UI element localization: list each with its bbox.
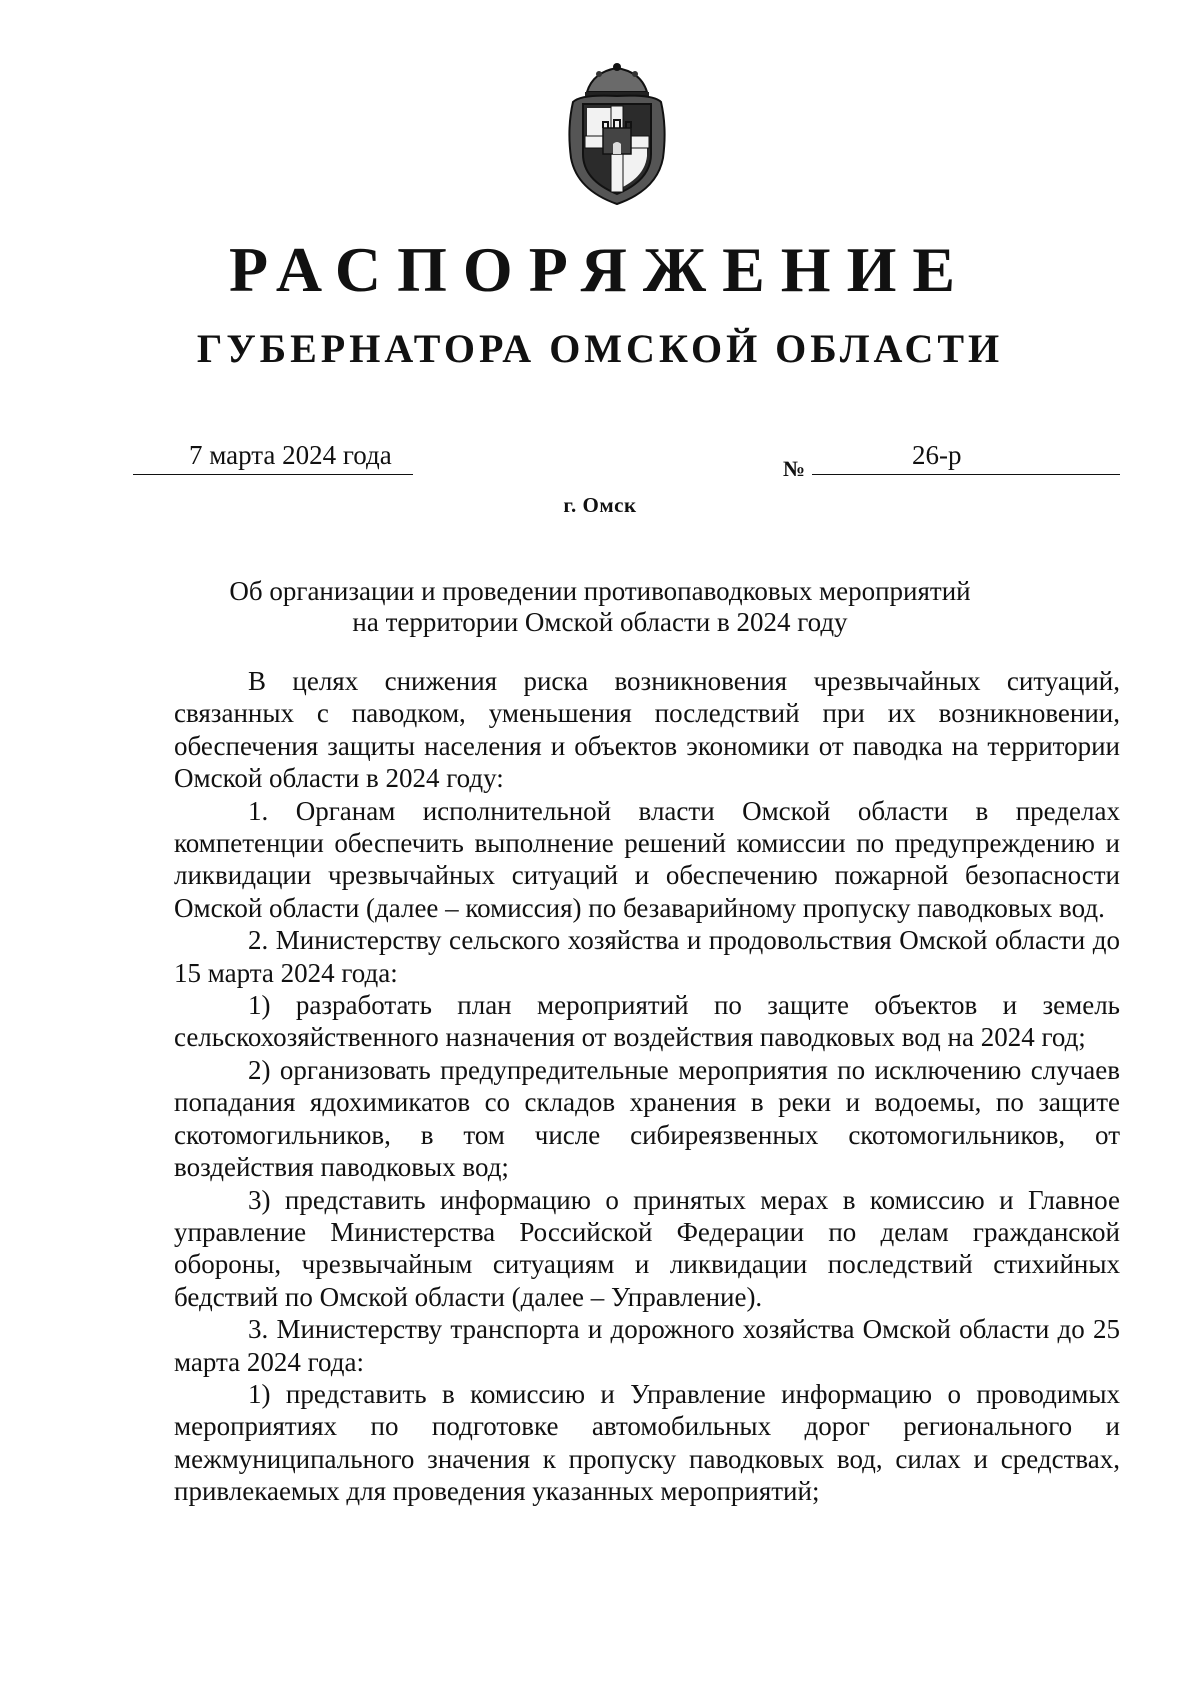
city-label: г. Омск bbox=[563, 493, 637, 517]
paragraph-item-2: 2. Министерству сельского хозяйства и продовольствия Омской области до 15 марта 2024 года: bbox=[174, 925, 1120, 988]
title-line-1: Об организации и проведении противопаводковых мероприятий bbox=[229, 576, 971, 606]
title-line-2: на территории Омской области в 2024 году bbox=[352, 607, 848, 637]
coat-of-arms-emblem bbox=[563, 58, 671, 208]
date-field bbox=[133, 438, 413, 475]
paragraph-item-2-1: 1) разработать план мероприятий по защите объектов и земель сельскохозяйственного назначения от воздействия паводковых вод на 2024 год; bbox=[174, 990, 1120, 1053]
document-number: 26-р bbox=[912, 440, 962, 470]
number-sign: № bbox=[783, 456, 806, 481]
paragraph-item-1: 1. Органам исполнительной власти Омской области в пределах компетенции обеспечить выполнение решений комиссии по предупреждению и ликвидации чрезвычайных ситуаций и обеспечению пожарной безопасности Омской области (далее – комиссия) по безаварийному пропуску паводковых вод. bbox=[174, 795, 1120, 923]
document-title bbox=[150, 576, 1050, 638]
paragraph-item-3-1: 1) представить в комиссию и Управление информацию о проводимых мероприятиях по подготовке автомобильных дорог регионального и межмуниципального значения к пропуску паводковых вод, силах и средствах, привлекаемых для проведения указанных мероприятий; bbox=[174, 1378, 1120, 1507]
document-type-heading: РАСПОРЯЖЕНИЕ bbox=[228, 234, 972, 305]
issuer-heading: ГУБЕРНАТОРА ОМСКОЙ ОБЛАСТИ bbox=[196, 326, 1004, 371]
paragraph-item-3: 3. Министерству транспорта и дорожного хозяйства Омской области до 25 марта 2024 года: bbox=[174, 1314, 1120, 1377]
document-body bbox=[174, 665, 1120, 1508]
document-date: 7 марта 2024 года bbox=[189, 440, 392, 470]
paragraph-preamble: В целях снижения риска возникновения чрезвычайных ситуаций, связанных с паводком, уменьшения последствий при их возникновении, обеспечения защиты населения и объектов экономики от паводка на территории Омской области в 2024 году: bbox=[174, 666, 1120, 794]
paragraph-item-2-2: 2) организовать предупредительные мероприятия по исключению случаев попадания ядохимикатов со складов хранения в реки и водоемы, по защите скотомогильников, в том числе сибиреязвенных скотомогильников, от воздействия паводковых вод; bbox=[174, 1054, 1120, 1183]
number-field bbox=[812, 438, 1120, 475]
paragraph-item-2-3: 3) представить информацию о принятых мерах в комиссию и Главное управление Министерства Российской Федерации по делам гражданской обороны, чрезвычайным ситуациям и ликвидации последствий стихийных бедствий по Омской области (далее – Управление). bbox=[174, 1184, 1120, 1312]
